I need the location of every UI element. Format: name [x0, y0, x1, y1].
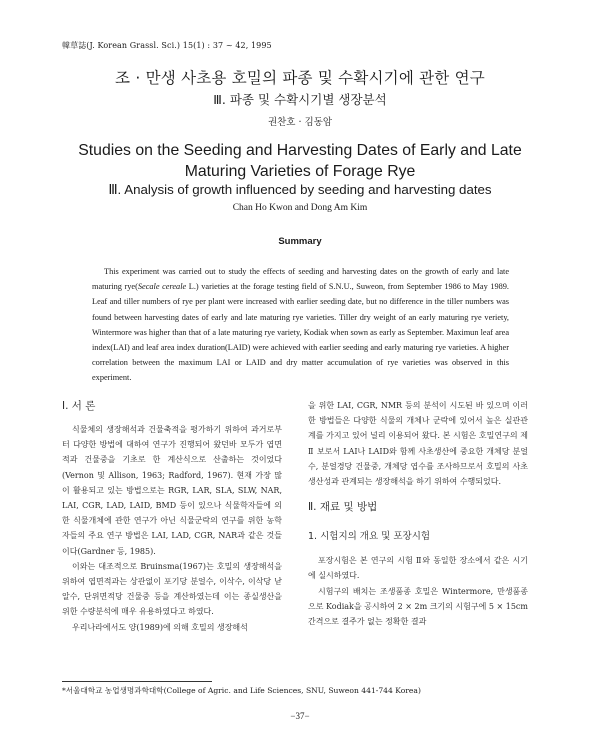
body-paragraph: 이와는 대조적으로 Bruinsma(1967)는 호밀의 생장해석을 위하여 엽면적과는 상관없이 포기당 분얼수, 이삭수, 이삭당 낟알수, 단위면적당 건물중 등을 계산하였는데 이는 종실생산을 위한 수량분석에 매우 유용하였다고 하였다.	[62, 561, 282, 617]
species-name: Secale cereale	[137, 282, 187, 292]
subtitle-english: Ⅲ. Analysis of growth influenced by seeding and harvesting dates	[108, 182, 492, 197]
title-english: Studies on the Seeding and Harvesting Dates of Early and Late Maturing Varieties of Forage Rye	[78, 142, 522, 180]
abstract-text-part1: This experiment was carried out to study the effects of seeding and harvesting dates on the growth of early and late maturing rye(	[92, 267, 509, 292]
footnote-divider	[62, 681, 212, 682]
body-paragraph: 포장시험은 본 연구의 시험 Ⅱ와 동일한 장소에서 같은 시기에 실시하였다.	[308, 556, 528, 581]
left-column	[62, 398, 282, 635]
title-korean: 조 · 만생 사초용 호밀의 파종 및 수확시기에 관한 연구	[115, 69, 485, 87]
section-heading-methods: Ⅱ. 재료 및 방법	[308, 501, 378, 514]
summary-heading: Summary	[278, 236, 322, 247]
journal-citation: 韓草誌(J. Korean Grassl. Sci.) 15(1) : 37 ~ 42, 1995	[62, 41, 272, 50]
section-heading-introduction: Ⅰ. 서 론	[62, 400, 96, 412]
abstract-text-part2: L.) varieties at the forage testing field of S.N.U., Suweon, from September 1986 to May 1989. Leaf and tiller numbers of rye per plant were increased with earlier seeding date, but no difference in the tiller numbers was found between harvesting dates of early and late maturing rye varieties. Tiller dry weight of an early maturing rye veriety, Wintermore was higher than that of a late maturing rye variety, Kodiak when sown as early as September. Maximun leaf area index(LAI) and leaf area index duration(LAID) were achieved with earlier seeding and early maturing rye varieties. A higher correlation between the maximum LAI or LAID and dry matter accumulation of rye varieties was observed in this experiment.	[92, 282, 509, 383]
subsection-heading-field-test: 1. 시험지의 개요 및 포장시험	[308, 531, 431, 543]
footnote-affiliation: *서울대학교 농업생명과학대학(College of Agric. and Life Sciences, SNU, Suweon 441-744 Korea)	[62, 686, 421, 695]
subtitle-korean: Ⅲ. 파종 및 수확시기별 생장분석	[213, 92, 387, 107]
body-paragraph: 을 위한 LAI, CGR, NMR 등의 분석이 시도된 바 있으며 이러한 방법들은 다양한 식물의 개체나 군락에 있어서 높은 실관관계를 가지고 있어 널리 이용되어 왔다. 본 시험은 호밀연구의 제 Ⅱ 보로서 LAI나 LAID와 함께 사초생산에 중요한 개체당 분얼수, 분얼경당 건물중, 개체당 엽수를 조사하므로서 호밀의 사초생산성과 관계되는 생장해석을 하기 위하여 수행되었다.	[308, 401, 528, 487]
right-column	[308, 398, 528, 629]
authors-korean: 권찬호 · 김동암	[267, 117, 333, 128]
body-paragraph: 식물체의 생장해석과 건물축적을 평가하기 위하여 과거로부터 다양한 방법에 대하여 연구가 진행되어 왔던바 모두가 엽면적과 건물중을 기초로 한 계산식으로 산출하는 것이었다(Vernon 및 Allison, 1963; Radford, 1967). 현재 가장 많이 활용되고 있는 방법으로는 RGR, LAR, SLA, SLW, NAR, LAI, CGR, LAD, LAID, BMD 등이 있으나 식물학자들에 의한 식물개체에 관한 연구가 아닌 식물군락의 연구를 위한 농학자들의 주요 연구 방법은 LAI, LAD, CGR, NAR과 같은 것들이다(Gardner 등, 1985).	[62, 425, 282, 556]
body-paragraph: 우리나라에서도 양(1989)에 의해 호밀의 생장해석	[72, 622, 248, 632]
page-number: −37−	[290, 711, 310, 721]
body-paragraph: 시험구의 배치는 조생품종 호밀은 Wintermore, 만생품종으로 Kodiak을 공시하여 2 × 2m 크기의 시험구에 5 × 15cm 간격으로 결주가 없는 정확한 결과	[308, 586, 529, 627]
abstract-paragraph	[92, 264, 509, 386]
authors-english: Chan Ho Kwon and Dong Am Kim	[232, 203, 368, 213]
